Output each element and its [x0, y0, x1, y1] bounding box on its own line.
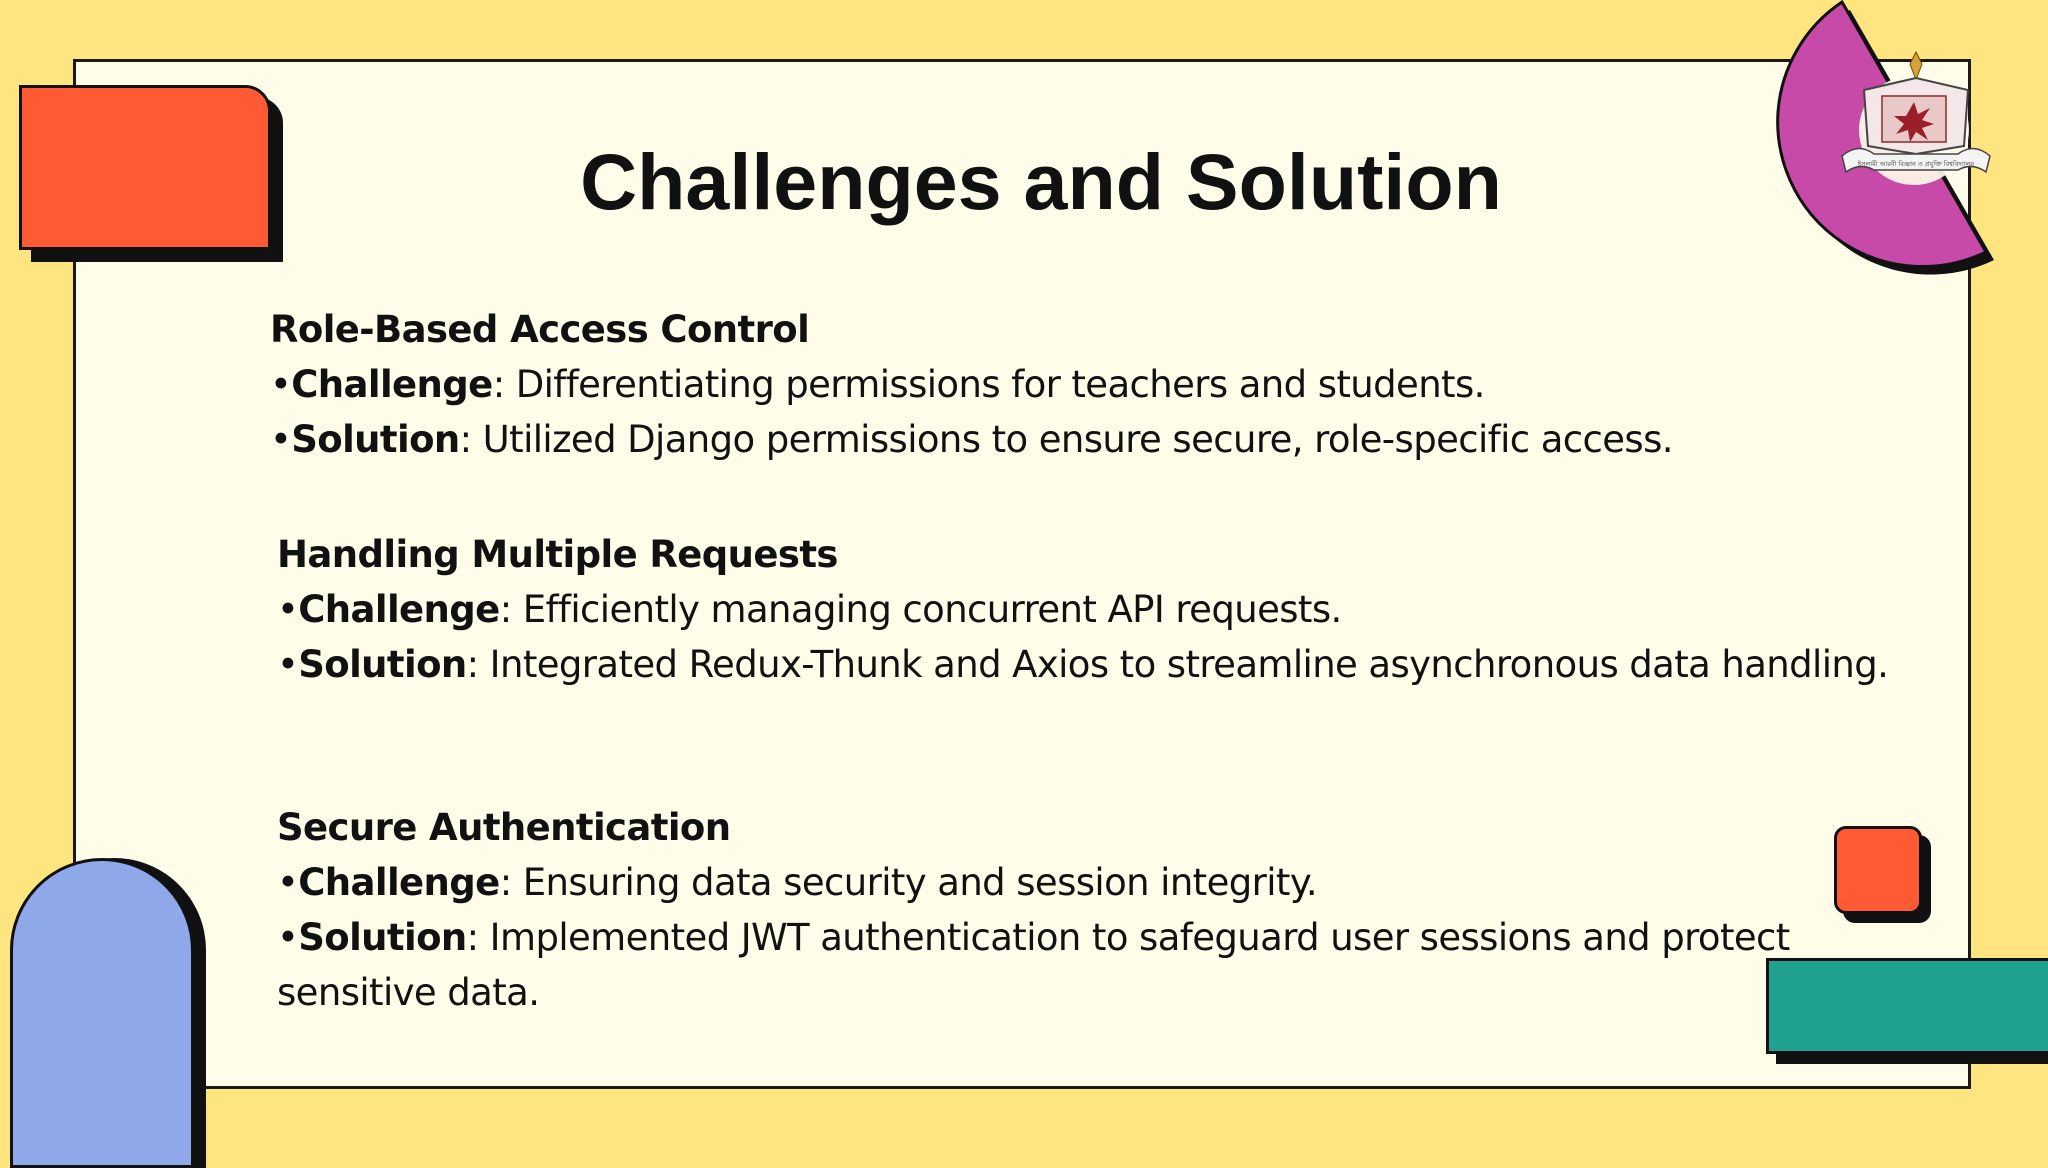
solution-line: •Solution: Implemented JWT authentication to safeguard user sessions and protect sensitive data.: [277, 916, 1790, 1014]
section-heading: Handling Multiple Requests: [277, 533, 838, 576]
challenge-line: •Challenge: Efficiently managing concurrent API requests.: [277, 588, 1342, 631]
section-heading: Role-Based Access Control: [270, 308, 810, 351]
slide-title: Challenges and Solution: [580, 137, 1502, 226]
solution-label: Solution: [298, 916, 467, 959]
challenge-text: : Differentiating permissions for teachers and students.: [492, 363, 1485, 406]
university-seal-text: ইসলামী আরবী বিজ্ঞান ও প্রযুক্তি বিশ্ববিদ্যালয়: [1857, 160, 1975, 168]
solution-label: Solution: [291, 418, 460, 461]
solution-line: •Solution: Integrated Redux-Thunk and Axios to streamline asynchronous data handling.: [277, 643, 1889, 686]
solution-line: •Solution: Utilized Django permissions to ensure secure, role-specific access.: [270, 418, 1673, 461]
challenge-text: : Efficiently managing concurrent API requests.: [499, 588, 1342, 631]
solution-label: Solution: [298, 643, 467, 686]
section-heading: Secure Authentication: [277, 806, 731, 849]
solution-text: : Implemented JWT authentication to safeguard user sessions and protect sensitive data.: [277, 916, 1790, 1014]
challenge-line: •Challenge: Ensuring data security and session integrity.: [277, 861, 1318, 904]
section-multiple-requests: [277, 527, 1897, 692]
section-role-based-access: [270, 302, 1890, 467]
solution-text: : Utilized Django permissions to ensure secure, role-specific access.: [459, 418, 1673, 461]
challenge-text: : Ensuring data security and session integrity.: [499, 861, 1318, 904]
challenge-label: Challenge: [298, 588, 500, 631]
decorative-blue-arch: [10, 858, 194, 1168]
section-secure-authentication: [277, 800, 1897, 1020]
solution-text: : Integrated Redux-Thunk and Axios to streamline asynchronous data handling.: [466, 643, 1889, 686]
challenge-line: •Challenge: Differentiating permissions for teachers and students.: [270, 363, 1485, 406]
challenge-label: Challenge: [298, 861, 500, 904]
challenge-label: Challenge: [291, 363, 493, 406]
